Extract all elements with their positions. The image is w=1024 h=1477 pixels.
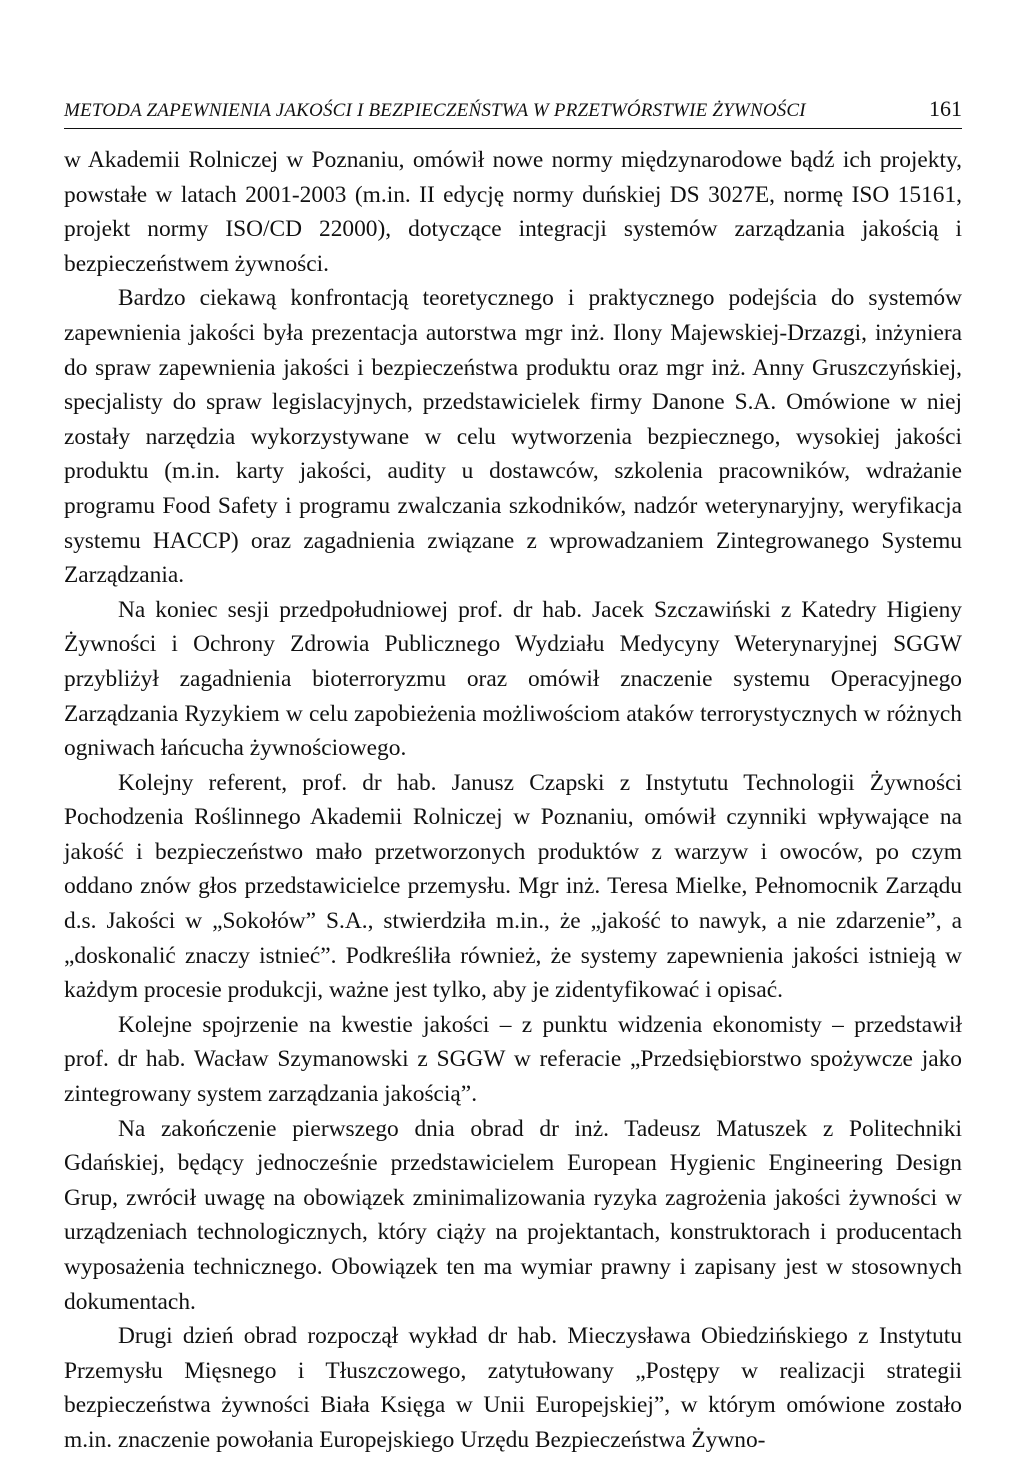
paragraph-continuation: w Akademii Rolniczej w Poznaniu, omówił nowe normy międzynarodowe bądź ich projekty, powstałe w latach 2001-2003 (m.in. II edycję normy duńskiej DS 3027E, normę ISO 15161, projekt normy ISO/CD 22000), dotyczące integracji systemów zarządzania jakością i bezpieczeństwem żywności. [64, 147, 962, 277]
document-page [64, 96, 962, 1458]
running-header [64, 96, 962, 129]
paragraph: Drugi dzień obrad rozpoczął wykład dr hab. Mieczysława Obiedzińskiego z Instytutu Przemysłu Mięsnego i Tłuszczowego, zatytułowany „Postępy w realizacji strategii bezpieczeństwa żywności Biała Księga w Unii Europejskiej”, w którym omówione zostało m.in. znaczenie powołania Europejskiego Urzędu Bezpieczeństwa Żywno- [64, 1323, 962, 1453]
body-text [64, 143, 962, 1458]
running-title: METODA ZAPEWNIENIA JAKOŚCI I BEZPIECZEŃSTWA W PRZETWÓRSTWIE ŻYWNOŚCI [64, 100, 806, 121]
paragraph: Kolejne spojrzenie na kwestie jakości – z punktu widzenia ekonomisty – przedstawił prof. dr hab. Wacław Szymanowski z SGGW w referacie „Przedsiębiorstwo spożywcze jako zintegrowany system zarządzania jakością”. [64, 1011, 962, 1108]
paragraph: Bardzo ciekawą konfrontacją teoretycznego i praktycznego podejścia do systemów zapewnienia jakości była prezentacja autorstwa mgr inż. Ilony Majewskiej-Drzazgi, inżyniera do spraw zapewnienia jakości i bezpieczeństwa produktu oraz mgr inż. Anny Gruszczyńskiej, specjalisty do spraw legislacyjnych, przedstawicielek firmy Danone S.A. Omówione w niej zostały narzędzia wykorzystywane w celu wytworzenia bezpiecznego, wysokiej jakości produktu (m.in. karty jakości, audity u dostawców, szkolenia pracowników, wdrażanie programu Food Safety i programu zwalczania szkodników, nadzór weterynaryjny, weryfikacja systemu HACCP) oraz zagadnienia związane z wprowadzaniem Zintegrowanego Systemu Zarządzania. [64, 285, 962, 589]
paragraph: Na zakończenie pierwszego dnia obrad dr inż. Tadeusz Matuszek z Politechniki Gdańskiej, będący jednocześnie przedstawicielem European Hygienic Engineering Design Grup, zwrócił uwagę na obowiązek zminimalizowania ryzyka zagrożenia jakości żywności w urządzeniach technologicznych, który ciąży na projektantach, konstruktorach i producentach wyposażenia technicznego. Obowiązek ten ma wymiar prawny i zapisany jest w stosownych dokumentach. [64, 1115, 962, 1315]
paragraph: Kolejny referent, prof. dr hab. Janusz Czapski z Instytutu Technologii Żywności Pochodzenia Roślinnego Akademii Rolniczej w Poznaniu, omówił czynniki wpływające na jakość i bezpieczeństwo mało przetworzonych produktów z warzyw i owoców, po czym oddano znów głos przedstawicielce przemysłu. Mgr inż. Teresa Mielke, Pełnomocnik Zarządu d.s. Jakości w „Sokołów” S.A., stwierdziła m.in., że „jakość to nawyk, a nie zdarzenie”, a „doskonalić znaczy istnieć”. Podkreśliła również, że systemy zapewnienia jakości istnieją w każdym procesie produkcji, ważne jest tylko, aby je zidentyfikować i opisać. [64, 769, 962, 1004]
page-number: 161 [929, 96, 962, 121]
paragraph: Na koniec sesji przedpołudniowej prof. dr hab. Jacek Szczawiński z Katedry Higieny Żywności i Ochrony Zdrowia Publicznego Wydziału Medycyny Weterynaryjnej SGGW przybliżył zagadnienia bioterroryzmu oraz omówił znaczenie systemu Operacyjnego Zarządzania Ryzykiem w celu zapobieżenia możliwościom ataków terrorystycznych w różnych ogniwach łańcucha żywnościowego. [64, 596, 962, 762]
